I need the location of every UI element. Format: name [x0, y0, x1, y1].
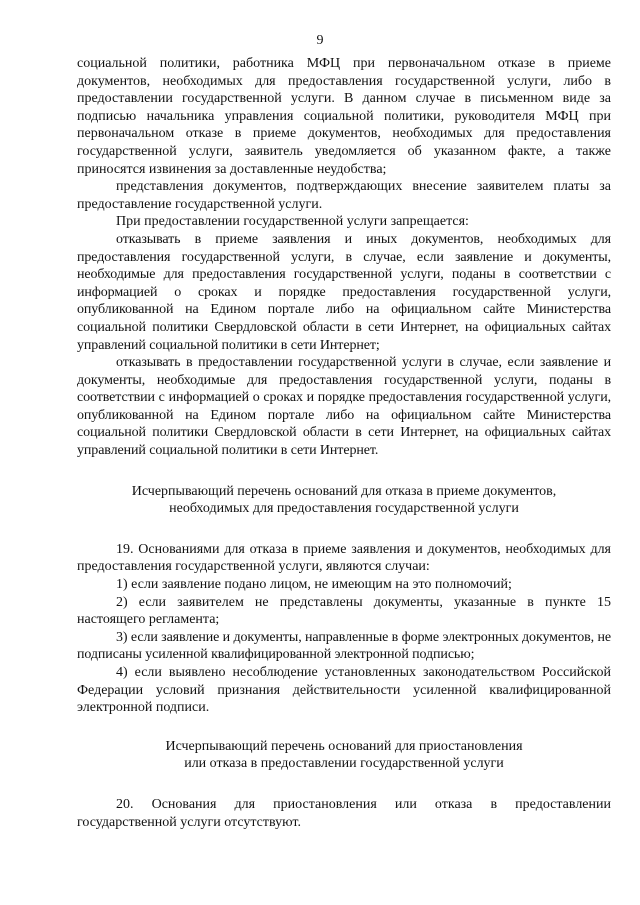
spacer — [77, 773, 611, 796]
heading-line: Исчерпывающий перечень оснований для приостановления — [165, 738, 523, 754]
clause-20: 20. Основания для приостановления или отказа в предоставлении государственной услуги отсутствуют. — [77, 796, 611, 830]
clause-19-item-3: 3) если заявление и документы, направленные в форме электронных документов, не подписаны усиленной квалифицированной электронной подписью; — [77, 629, 611, 663]
heading-line: Исчерпывающий перечень оснований для отказа в приеме документов, — [131, 483, 557, 499]
paragraph-continuation: социальной политики, работника МФЦ при первоначальном отказе в приеме документов, необходимых для предоставления государственной услуги, либо в предоставлении государственной услуги. В данном случае в письменном виде за подписью начальника управления социальной политики, руководителя МФЦ при первоначальном отказе в приеме документов, необходимых для предоставления государственной услуги, заявитель уведомляется об указанном факте, а также приносятся извинения за доставленные неудобства; — [77, 56, 611, 177]
section-heading-suspension-refusal — [77, 738, 611, 773]
clause-19-intro: 19. Основаниями для отказа в приеме заявления и документов, необходимых для предоставления государственной услуги, являются случаи: — [77, 541, 611, 575]
clause-19-item-2: 2) если заявителем не представлены документы, указанные в пункте 15 настоящего регламента; — [77, 594, 611, 628]
paragraph-prohibitions-intro: При предоставлении государственной услуги запрещается: — [116, 214, 469, 230]
heading-line: необходимых для предоставления государственной услуги — [169, 501, 519, 517]
section-heading-refusal-acceptance — [77, 483, 611, 518]
spacer — [77, 518, 611, 541]
clause-19-item-1: 1) если заявление подано лицом, не имеющим на это полномочий; — [116, 577, 512, 593]
paragraph-prohibition-refuse-acceptance: отказывать в приеме заявления и иных документов, необходимых для предоставления государственной услуги, в случае, если заявление и документы, необходимые для предоставления государственной услуги, поданы в соответствии с информацией о сроках и порядке предоставления государственной услуги, опубликованной на Едином портале либо на официальном сайте Министерства социальной политики Свердловской области в сети Интернет, на официальных сайтах управлений социальной политики в сети Интернет; — [77, 231, 611, 353]
paragraph-payment-documents: представления документов, подтверждающих внесение заявителем платы за предоставление государственной услуги. — [77, 179, 611, 212]
paragraph-prohibition-refuse-service: отказывать в предоставлении государственной услуги в случае, если заявление и документы, необходимые для предоставления государственной услуги, поданы в соответствии с информацией о сроках и порядке предоставления государственной услуги, опубликованной на Едином портале либо на официальном сайте Министерства социальной политики Свердловской области в сети Интернет, на официальных сайтах управлений социальной политики в сети Интернет. — [77, 355, 611, 459]
spacer — [77, 460, 611, 483]
spacer — [77, 717, 611, 738]
document-body — [77, 55, 611, 831]
page-number: 9 — [316, 33, 324, 48]
clause-19-item-4: 4) если выявлено несоблюдение установленных законодательством Российской Федерации условий признания действительности усиленной квалифицированной электронной подписи. — [77, 665, 611, 716]
heading-line: или отказа в предоставлении государственной услуги — [184, 756, 504, 772]
